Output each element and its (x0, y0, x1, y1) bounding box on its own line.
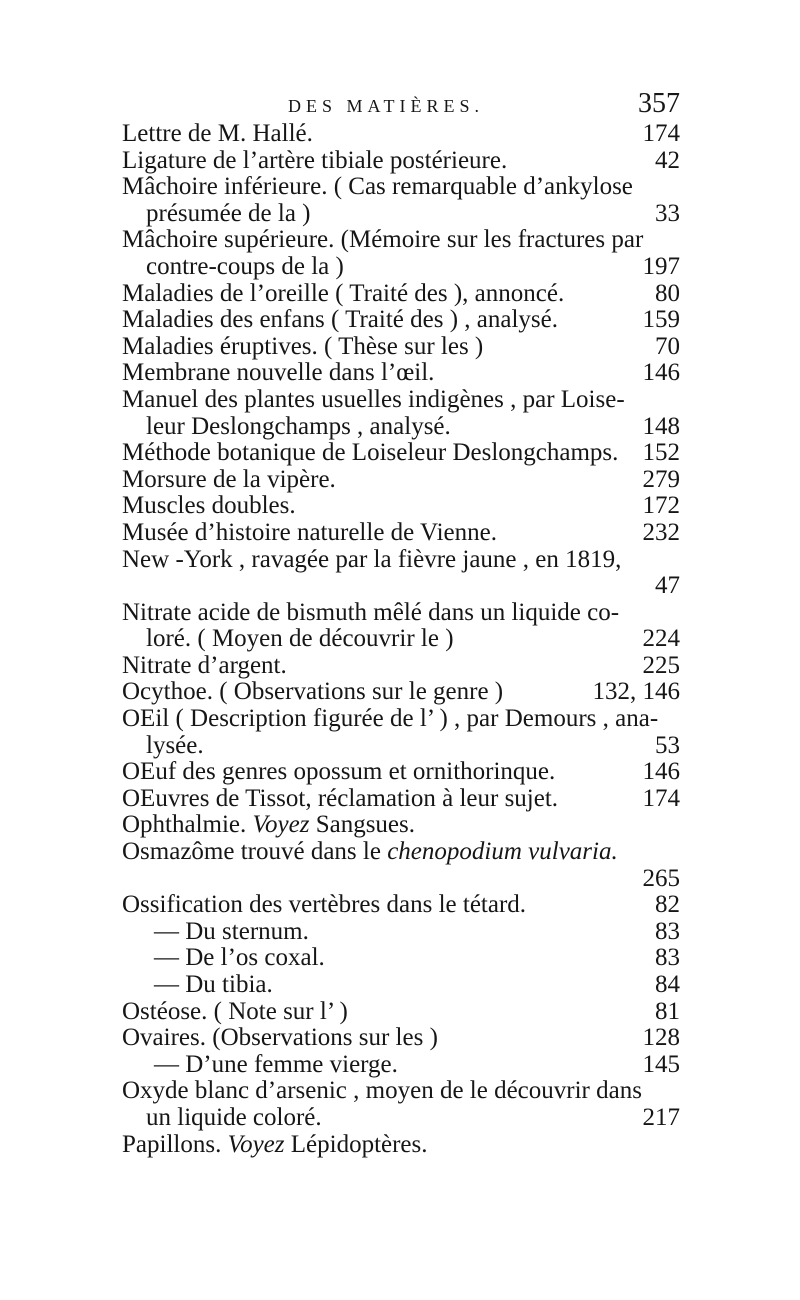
index-entry: Osmazôme trouvé dans le chenopodium vulvaria. (122, 838, 618, 866)
index-subentry: — Du tibia. 84 (154, 971, 680, 998)
index-entry: Ostéose. ( Note sur l’ ) 81 (122, 997, 680, 1025)
index-entry: OEil ( Description figurée de l’ ) , par Demours , ana- (122, 705, 659, 733)
index-entry: Mâchoire supérieure. (Mémoire sur les fractures par (122, 226, 644, 254)
index-entry: Lettre de M. Hallé. 174 (122, 120, 680, 147)
index-entry: Ocythoe. ( Observations sur le genre ) 132, 146 (122, 678, 680, 706)
index-entry: Maladies de l’oreille ( Traité des ), annoncé. 80 (122, 279, 680, 307)
index-entry: Oxyde blanc d’arsenic , moyen de le découvrir dans (122, 1077, 642, 1105)
index-entry: New -York , ravagée par la fièvre jaune , en 1819, (122, 545, 622, 573)
index-entry-continuation: contre-coups de la ) 197 (146, 252, 680, 280)
running-head: DES MATIÈRES. (288, 96, 485, 116)
index-entry-continuation: lysée. 53 (146, 731, 680, 759)
index-entry: Ossification des vertèbres dans le tétard. 82 (122, 891, 680, 919)
index-entry-continuation: un liquide coloré. 217 (146, 1103, 680, 1131)
index-subentry: — Du sternum. 83 (154, 917, 680, 945)
index-entries (122, 121, 680, 1158)
index-entry: OEuf des genres opossum et ornithorinque. 146 (122, 758, 680, 786)
index-entry: Muscles doubles. 172 (122, 492, 680, 520)
index-entry: Morsure de la vipère. 279 (122, 465, 680, 493)
index-entry: Ovaires. (Observations sur les ) 128 (122, 1024, 680, 1052)
page-number: 357 (638, 88, 680, 119)
index-subentry: — D’une femme vierge. 145 (154, 1050, 680, 1078)
index-entry: Musée d’histoire naturelle de Vienne. 232 (122, 518, 680, 546)
index-entry: Papillons. Voyez Lépidoptères. (122, 1130, 428, 1158)
index-entry-continuation: 47 (655, 572, 680, 600)
index-entry: Membrane nouvelle dans l’œil. 146 (122, 359, 680, 387)
index-entry-continuation: leur Deslongchamps , analysé. 148 (146, 412, 680, 440)
index-entry: Méthode botanique de Loiseleur Deslongchamps. 152 (122, 439, 680, 467)
index-entry: Nitrate d’argent. 225 (122, 651, 680, 679)
index-entry: Mâchoire inférieure. ( Cas remarquable d’ankylose (122, 173, 633, 201)
index-entry-continuation: 265 (642, 864, 680, 892)
index-subentry: — De l’os coxal. 83 (154, 944, 680, 972)
index-entry-continuation: présumée de la ) 33 (146, 199, 680, 227)
index-entry: Manuel des plantes usuelles indigènes , par Loise- (122, 385, 625, 413)
index-entry: Nitrate acide de bismuth mêlé dans un liquide co- (122, 598, 620, 626)
index-entry: Maladies des enfans ( Traité des ) , analysé. 159 (122, 306, 680, 334)
index-entry: Maladies éruptives. ( Thèse sur les ) 70 (122, 332, 680, 360)
index-entry: OEuvres de Tissot, réclamation à leur sujet. 174 (122, 784, 680, 812)
index-entry-continuation: loré. ( Moyen de découvrir le ) 224 (146, 625, 680, 653)
index-entry: Ophthalmie. Voyez Sangsues. (122, 811, 416, 839)
index-entry: Ligature de l’artère tibiale postérieure. 42 (122, 146, 680, 174)
